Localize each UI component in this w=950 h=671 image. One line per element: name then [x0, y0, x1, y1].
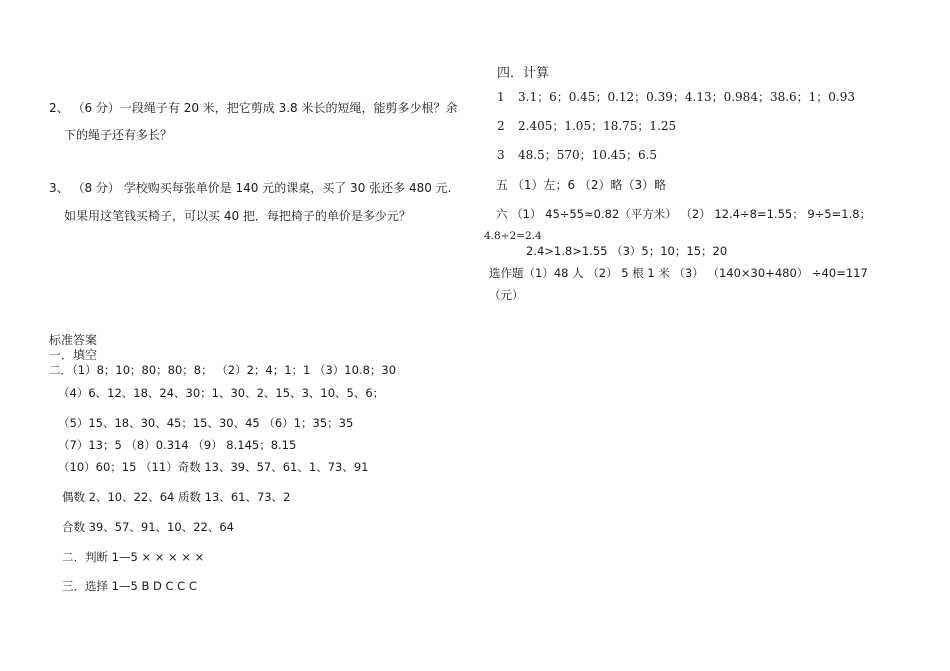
question-3-text-continued: 如果用这笔钱买椅子，可以买 40 把．每把椅子的单价是多少元？: [64, 209, 411, 223]
optional-question-unit: （元）: [489, 288, 524, 302]
answers-judge: 二．判断 1—5 × × × × ×: [62, 550, 205, 564]
answers-line: 合数 39、57、91、10、22、64: [62, 520, 234, 534]
answers-line: 二．（1）8；10；80；80；8； （2）2；4；1；1 （3）10.8；30: [49, 363, 397, 377]
section-six-continuation: 2.4>1.8>1.55 （3）5；10；15；20: [526, 244, 728, 258]
question-3-text: 3、 （8 分） 学校购买每张单价是 140 元的课桌，买了 30 张还多 480 元.: [49, 181, 452, 195]
answers-section-fill: 一．填空: [49, 348, 98, 362]
answers-line: 偶数 2、10、22、64 质数 13、61、73、2: [62, 490, 291, 504]
question-2-text: 2、 （6 分）一段绳子有 20 米，把它剪成 3.8 米长的短绳，能剪多少根？余: [49, 101, 458, 115]
answers-heading: 标准答案: [49, 333, 98, 347]
calc-row-answers: 48.5；570；10.45；6.5: [518, 148, 658, 162]
answers-choice: 三．选择 1—5 B D C C C: [62, 579, 197, 593]
calc-row-number: 3: [497, 148, 505, 162]
section-title-calc: 四．计算: [497, 66, 550, 81]
section-five-answers: 五 （1）左；6 （2）略（3）略: [496, 178, 667, 192]
calc-row-answers: 3.1；6；0.45；0.12；0.39；4.13；0.984；38.6；1；0.93: [518, 90, 856, 104]
answers-line: （10）60；15 （11）奇数 13、39、57、61、1、73、91: [58, 460, 369, 474]
answers-line: （5）15、18、30、45；15、30、45 （6）1；35；35: [58, 416, 354, 430]
answers-line: （7）13；5 （8）0.314 （9） 8.145；8.15: [58, 438, 297, 452]
answers-line: （4）6、12、18、24、30；1、30、2、15、3、10、5、6；: [58, 386, 385, 400]
question-2-text-continued: 下的绳子还有多长？: [64, 128, 173, 142]
section-six-continuation: 4.8÷2=2.4: [484, 230, 542, 242]
optional-question-answers: 选作题（1）48 人 （2） 5 根 1 米 （3） （140×30+480） ÷40=117: [489, 266, 868, 280]
calc-row-number: 1: [497, 90, 505, 104]
calc-row-number: 2: [497, 119, 505, 133]
calc-row-answers: 2.405；1.05；18.75；1.25: [518, 119, 677, 133]
section-six-answers: 六 （1） 45÷55≈0.82（平方米） （2） 12.4÷8=1.55； 9÷5=1.8；: [496, 207, 872, 221]
